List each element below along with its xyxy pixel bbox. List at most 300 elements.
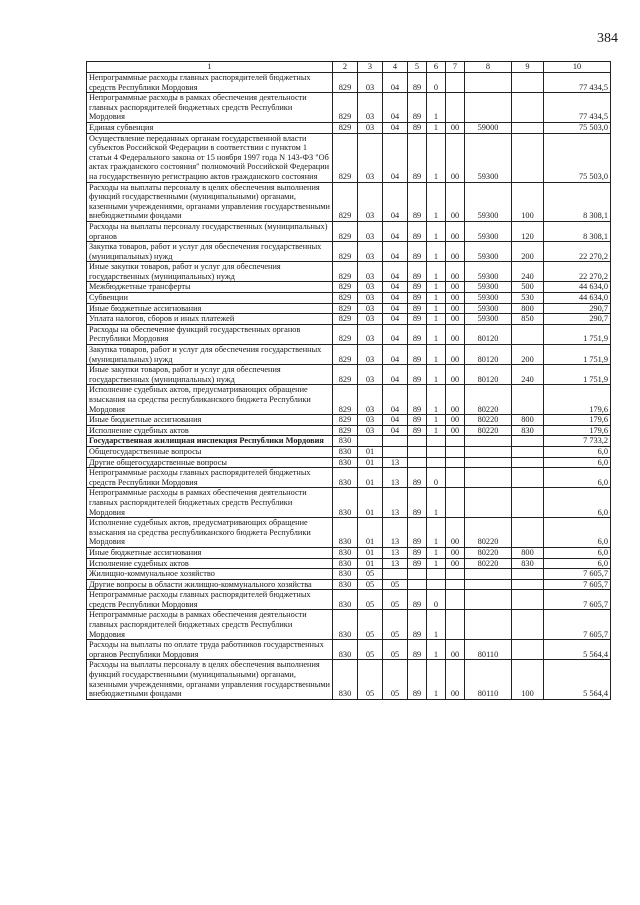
code-type-cell — [512, 468, 544, 488]
code-type-cell — [512, 579, 544, 590]
code-admin-cell: 830 — [333, 446, 358, 457]
code-direction-cell — [446, 590, 465, 610]
code-section-cell: 03 — [358, 133, 383, 182]
item-name-cell: Исполнение судебных актов — [87, 425, 333, 436]
table-row — [87, 569, 611, 580]
amount-cell: 6,0 — [544, 446, 611, 457]
item-name-cell: Непрограммные расходы в рамках обеспечения деятельности главных распорядителей бюджетных средств Республики Мордовия — [87, 93, 333, 123]
code-type-cell: 800 — [512, 547, 544, 558]
table-row — [87, 93, 611, 123]
code-subsection-cell: 13 — [383, 518, 408, 548]
code-expense-cell: 59300 — [465, 293, 512, 304]
code-subsection-cell: 04 — [383, 242, 408, 262]
code-subsection-cell: 04 — [383, 365, 408, 385]
code-expense-cell — [465, 93, 512, 123]
item-name-cell: Непрограммные расходы в рамках обеспечения деятельности главных распорядителей бюджетных средств Республики Мордовия — [87, 488, 333, 518]
code-subprogram-cell: 1 — [427, 518, 446, 548]
code-section-cell: 05 — [358, 590, 383, 610]
code-expense-cell: 59300 — [465, 262, 512, 282]
code-subprogram-cell: 0 — [427, 590, 446, 610]
code-program-cell: 89 — [408, 122, 427, 133]
amount-cell: 22 270,2 — [544, 242, 611, 262]
code-expense-cell — [465, 579, 512, 590]
code-subsection-cell: 04 — [383, 182, 408, 221]
code-admin-cell: 829 — [333, 314, 358, 325]
code-direction-cell: 00 — [446, 122, 465, 133]
code-subprogram-cell — [427, 569, 446, 580]
code-admin-cell: 829 — [333, 425, 358, 436]
code-subsection-cell: 04 — [383, 73, 408, 93]
item-name-cell: Осуществление переданных органам государственной власти субъектов Российской Федерации в соответствии с пунктом 1 статьи 4 Федерального закона от 15 ноября 1997 года N 143-ФЗ "Об актах гражданского состояния" полномочий Российской Федерации на государственную регистрацию актов гражданского состояния — [87, 133, 333, 182]
code-subprogram-cell: 1 — [427, 282, 446, 293]
code-admin-cell: 830 — [333, 569, 358, 580]
table-row — [87, 282, 611, 293]
code-type-cell: 500 — [512, 282, 544, 293]
code-direction-cell: 00 — [446, 293, 465, 304]
table-row — [87, 468, 611, 488]
amount-cell: 7 605,7 — [544, 579, 611, 590]
code-subprogram-cell: 1 — [427, 293, 446, 304]
code-subprogram-cell: 1 — [427, 488, 446, 518]
amount-cell: 179,6 — [544, 425, 611, 436]
code-subsection-cell — [383, 569, 408, 580]
amount-cell: 6,0 — [544, 488, 611, 518]
code-type-cell: 830 — [512, 425, 544, 436]
code-section-cell: 05 — [358, 610, 383, 640]
amount-cell: 75 503,0 — [544, 122, 611, 133]
item-name-cell: Жилищно-коммунальное хозяйство — [87, 569, 333, 580]
table-row — [87, 314, 611, 325]
code-type-cell — [512, 436, 544, 447]
code-program-cell: 89 — [408, 221, 427, 241]
code-expense-cell — [465, 457, 512, 468]
code-expense-cell: 80110 — [465, 640, 512, 660]
code-expense-cell: 59300 — [465, 221, 512, 241]
code-section-cell: 03 — [358, 221, 383, 241]
code-subprogram-cell — [427, 446, 446, 457]
code-expense-cell: 80120 — [465, 365, 512, 385]
item-name-cell: Уплата налогов, сборов и иных платежей — [87, 314, 333, 325]
code-admin-cell: 830 — [333, 488, 358, 518]
code-subprogram-cell: 1 — [427, 547, 446, 558]
code-subsection-cell: 04 — [383, 293, 408, 304]
table-row — [87, 436, 611, 447]
code-subsection-cell: 13 — [383, 488, 408, 518]
item-name-cell: Расходы на обеспечение функций государственных органов Республики Мордовия — [87, 324, 333, 344]
column-header: 6 — [427, 62, 446, 73]
amount-cell: 179,6 — [544, 415, 611, 426]
code-admin-cell: 830 — [333, 590, 358, 610]
table-row — [87, 133, 611, 182]
table-row — [87, 122, 611, 133]
code-type-cell: 240 — [512, 262, 544, 282]
code-type-cell — [512, 385, 544, 415]
code-type-cell: 100 — [512, 182, 544, 221]
code-expense-cell — [465, 590, 512, 610]
amount-cell: 44 634,0 — [544, 282, 611, 293]
code-program-cell: 89 — [408, 324, 427, 344]
code-subprogram-cell: 1 — [427, 365, 446, 385]
code-type-cell — [512, 590, 544, 610]
code-expense-cell: 59300 — [465, 242, 512, 262]
item-name-cell: Другие общегосударственные вопросы — [87, 457, 333, 468]
code-program-cell: 89 — [408, 262, 427, 282]
code-type-cell — [512, 640, 544, 660]
amount-cell: 7 605,7 — [544, 569, 611, 580]
table-row — [87, 590, 611, 610]
code-section-cell: 03 — [358, 293, 383, 304]
amount-cell: 7 605,7 — [544, 590, 611, 610]
code-direction-cell: 00 — [446, 345, 465, 365]
code-direction-cell: 00 — [446, 182, 465, 221]
code-direction-cell — [446, 579, 465, 590]
code-admin-cell: 829 — [333, 385, 358, 415]
code-type-cell: 200 — [512, 242, 544, 262]
item-name-cell: Иные бюджетные ассигнования — [87, 303, 333, 314]
code-type-cell — [512, 488, 544, 518]
code-expense-cell — [465, 436, 512, 447]
code-subprogram-cell: 1 — [427, 415, 446, 426]
code-direction-cell — [446, 468, 465, 488]
code-program-cell: 89 — [408, 488, 427, 518]
code-section-cell: 03 — [358, 282, 383, 293]
table-row — [87, 262, 611, 282]
item-name-cell: Иные закупки товаров, работ и услуг для обеспечения государственных (муниципальных) нужд — [87, 262, 333, 282]
code-direction-cell — [446, 457, 465, 468]
code-section-cell: 05 — [358, 640, 383, 660]
code-direction-cell — [446, 446, 465, 457]
code-expense-cell: 80120 — [465, 345, 512, 365]
code-direction-cell: 00 — [446, 324, 465, 344]
column-header: 5 — [408, 62, 427, 73]
table-row — [87, 610, 611, 640]
code-direction-cell — [446, 488, 465, 518]
code-subsection-cell: 13 — [383, 457, 408, 468]
item-name-cell: Непрограммные расходы в рамках обеспечения деятельности главных распорядителей бюджетных средств Республики Мордовия — [87, 610, 333, 640]
column-header: 7 — [446, 62, 465, 73]
code-expense-cell — [465, 610, 512, 640]
code-expense-cell — [465, 73, 512, 93]
code-section-cell: 03 — [358, 303, 383, 314]
code-subsection-cell: 04 — [383, 415, 408, 426]
code-subsection-cell: 05 — [383, 660, 408, 699]
code-section-cell: 03 — [358, 122, 383, 133]
item-name-cell: Исполнение судебных актов, предусматривающих обращение взыскания на средства республиканского бюджета Республики Мордовия — [87, 385, 333, 415]
code-section-cell: 03 — [358, 365, 383, 385]
code-program-cell: 89 — [408, 345, 427, 365]
code-direction-cell: 00 — [446, 262, 465, 282]
code-program-cell: 89 — [408, 182, 427, 221]
table-row — [87, 385, 611, 415]
table-header — [87, 62, 611, 73]
code-section-cell: 03 — [358, 242, 383, 262]
item-name-cell: Иные бюджетные ассигнования — [87, 547, 333, 558]
code-expense-cell: 80220 — [465, 425, 512, 436]
code-subsection-cell — [383, 436, 408, 447]
code-subprogram-cell: 1 — [427, 314, 446, 325]
code-admin-cell: 829 — [333, 221, 358, 241]
code-type-cell — [512, 73, 544, 93]
table-row — [87, 303, 611, 314]
code-section-cell: 03 — [358, 314, 383, 325]
code-program-cell: 89 — [408, 425, 427, 436]
amount-cell: 6,0 — [544, 558, 611, 569]
code-expense-cell: 59300 — [465, 282, 512, 293]
code-subprogram-cell: 1 — [427, 182, 446, 221]
code-subsection-cell: 05 — [383, 610, 408, 640]
code-section-cell: 01 — [358, 457, 383, 468]
amount-cell: 5 564,4 — [544, 660, 611, 699]
code-subsection-cell: 04 — [383, 345, 408, 365]
table-row — [87, 324, 611, 344]
code-program-cell: 89 — [408, 468, 427, 488]
code-type-cell — [512, 457, 544, 468]
amount-cell: 1 751,9 — [544, 345, 611, 365]
item-name-cell: Единая субвенция — [87, 122, 333, 133]
code-program-cell: 89 — [408, 282, 427, 293]
code-expense-cell — [465, 569, 512, 580]
table-row — [87, 518, 611, 548]
code-section-cell: 05 — [358, 660, 383, 699]
code-expense-cell: 59300 — [465, 133, 512, 182]
code-expense-cell: 80220 — [465, 547, 512, 558]
code-direction-cell: 00 — [446, 242, 465, 262]
code-direction-cell — [446, 610, 465, 640]
code-subsection-cell: 13 — [383, 547, 408, 558]
code-expense-cell: 80220 — [465, 518, 512, 548]
code-program-cell: 89 — [408, 640, 427, 660]
column-header: 4 — [383, 62, 408, 73]
code-admin-cell: 829 — [333, 345, 358, 365]
code-program-cell — [408, 457, 427, 468]
code-program-cell: 89 — [408, 385, 427, 415]
table-row — [87, 242, 611, 262]
code-program-cell — [408, 436, 427, 447]
code-expense-cell: 80110 — [465, 660, 512, 699]
code-section-cell: 03 — [358, 93, 383, 123]
table-row — [87, 660, 611, 699]
code-expense-cell: 59300 — [465, 314, 512, 325]
code-section-cell: 01 — [358, 488, 383, 518]
code-admin-cell: 830 — [333, 436, 358, 447]
item-name-cell: Непрограммные расходы главных распорядителей бюджетных средств Республики Мордовия — [87, 590, 333, 610]
amount-cell: 44 634,0 — [544, 293, 611, 304]
code-section-cell: 03 — [358, 182, 383, 221]
code-section-cell: 03 — [358, 324, 383, 344]
code-subsection-cell: 04 — [383, 425, 408, 436]
amount-cell: 5 564,4 — [544, 640, 611, 660]
code-section-cell: 03 — [358, 73, 383, 93]
amount-cell: 290,7 — [544, 314, 611, 325]
amount-cell: 8 308,1 — [544, 182, 611, 221]
code-admin-cell: 830 — [333, 660, 358, 699]
code-type-cell — [512, 324, 544, 344]
code-subprogram-cell — [427, 457, 446, 468]
code-subsection-cell: 13 — [383, 558, 408, 569]
code-subprogram-cell: 1 — [427, 242, 446, 262]
table-row — [87, 182, 611, 221]
item-name-cell: Иные бюджетные ассигнования — [87, 415, 333, 426]
code-type-cell — [512, 133, 544, 182]
code-program-cell: 89 — [408, 303, 427, 314]
code-program-cell — [408, 446, 427, 457]
code-subsection-cell: 13 — [383, 468, 408, 488]
code-admin-cell: 829 — [333, 262, 358, 282]
item-name-cell: Исполнение судебных актов — [87, 558, 333, 569]
code-program-cell — [408, 579, 427, 590]
code-expense-cell — [465, 488, 512, 518]
amount-cell: 1 751,9 — [544, 365, 611, 385]
amount-cell: 6,0 — [544, 547, 611, 558]
code-type-cell: 800 — [512, 303, 544, 314]
table-row — [87, 425, 611, 436]
code-admin-cell: 829 — [333, 324, 358, 344]
code-section-cell: 03 — [358, 345, 383, 365]
code-admin-cell: 830 — [333, 610, 358, 640]
code-admin-cell: 830 — [333, 468, 358, 488]
item-name-cell: Непрограммные расходы главных распорядителей бюджетных средств Республики Мордовия — [87, 468, 333, 488]
code-subprogram-cell: 1 — [427, 660, 446, 699]
column-header: 2 — [333, 62, 358, 73]
page-number: 384 — [597, 31, 618, 46]
code-section-cell: 01 — [358, 558, 383, 569]
code-expense-cell: 80120 — [465, 324, 512, 344]
amount-cell: 290,7 — [544, 303, 611, 314]
code-program-cell: 89 — [408, 558, 427, 569]
table-row — [87, 558, 611, 569]
item-name-cell: Межбюджетные трансферты — [87, 282, 333, 293]
code-program-cell: 89 — [408, 365, 427, 385]
amount-cell: 6,0 — [544, 518, 611, 548]
code-program-cell: 89 — [408, 610, 427, 640]
code-subsection-cell: 05 — [383, 590, 408, 610]
code-admin-cell: 830 — [333, 579, 358, 590]
amount-cell: 75 503,0 — [544, 133, 611, 182]
code-admin-cell: 829 — [333, 415, 358, 426]
code-subprogram-cell: 1 — [427, 262, 446, 282]
code-subsection-cell: 04 — [383, 303, 408, 314]
code-subsection-cell: 04 — [383, 262, 408, 282]
table-row — [87, 415, 611, 426]
code-subprogram-cell — [427, 436, 446, 447]
code-admin-cell: 830 — [333, 518, 358, 548]
table-row — [87, 457, 611, 468]
amount-cell: 6,0 — [544, 468, 611, 488]
code-subsection-cell: 04 — [383, 324, 408, 344]
code-subprogram-cell: 1 — [427, 610, 446, 640]
code-program-cell: 89 — [408, 415, 427, 426]
amount-cell: 77 434,5 — [544, 73, 611, 93]
code-subsection-cell: 04 — [383, 133, 408, 182]
code-direction-cell: 00 — [446, 282, 465, 293]
table-row — [87, 293, 611, 304]
code-direction-cell: 00 — [446, 640, 465, 660]
item-name-cell: Расходы на выплаты персоналу государственных (муниципальных) органов — [87, 221, 333, 241]
code-subprogram-cell: 1 — [427, 558, 446, 569]
code-section-cell: 03 — [358, 425, 383, 436]
code-direction-cell: 00 — [446, 303, 465, 314]
item-name-cell: Другие вопросы в области жилищно-коммунального хозяйства — [87, 579, 333, 590]
code-type-cell: 530 — [512, 293, 544, 304]
code-direction-cell: 00 — [446, 558, 465, 569]
code-direction-cell: 00 — [446, 314, 465, 325]
code-admin-cell: 829 — [333, 93, 358, 123]
table-row — [87, 640, 611, 660]
code-admin-cell: 829 — [333, 303, 358, 314]
code-subprogram-cell: 0 — [427, 73, 446, 93]
code-type-cell — [512, 518, 544, 548]
code-direction-cell: 00 — [446, 425, 465, 436]
code-direction-cell: 00 — [446, 221, 465, 241]
table-row — [87, 547, 611, 558]
budget-table — [86, 61, 611, 700]
code-expense-cell: 59300 — [465, 182, 512, 221]
code-admin-cell: 830 — [333, 457, 358, 468]
code-program-cell — [408, 569, 427, 580]
amount-cell: 22 270,2 — [544, 262, 611, 282]
code-program-cell: 89 — [408, 242, 427, 262]
table-row — [87, 446, 611, 457]
code-type-cell: 830 — [512, 558, 544, 569]
column-header: 1 — [87, 62, 333, 73]
code-subsection-cell — [383, 446, 408, 457]
code-expense-cell: 80220 — [465, 415, 512, 426]
code-expense-cell: 59300 — [465, 303, 512, 314]
code-section-cell: 01 — [358, 547, 383, 558]
code-subprogram-cell: 1 — [427, 221, 446, 241]
item-name-cell: Непрограммные расходы главных распорядителей бюджетных средств Республики Мордовия — [87, 73, 333, 93]
code-direction-cell — [446, 73, 465, 93]
code-type-cell — [512, 93, 544, 123]
code-subsection-cell: 04 — [383, 122, 408, 133]
code-subsection-cell: 04 — [383, 282, 408, 293]
table-row — [87, 73, 611, 93]
code-section-cell: 03 — [358, 262, 383, 282]
code-type-cell: 200 — [512, 345, 544, 365]
code-direction-cell — [446, 569, 465, 580]
code-subsection-cell: 04 — [383, 314, 408, 325]
code-type-cell: 800 — [512, 415, 544, 426]
item-name-cell: Общегосударственные вопросы — [87, 446, 333, 457]
column-header: 8 — [465, 62, 512, 73]
table-row — [87, 221, 611, 241]
code-subprogram-cell: 1 — [427, 425, 446, 436]
code-type-cell — [512, 610, 544, 640]
amount-cell: 6,0 — [544, 457, 611, 468]
code-program-cell: 89 — [408, 93, 427, 123]
code-expense-cell: 80220 — [465, 558, 512, 569]
code-program-cell: 89 — [408, 590, 427, 610]
code-program-cell: 89 — [408, 314, 427, 325]
code-direction-cell: 00 — [446, 518, 465, 548]
amount-cell: 7 733,2 — [544, 436, 611, 447]
item-name-cell: Расходы на выплаты по оплате труда работников государственных органов Республики Мордовия — [87, 640, 333, 660]
code-direction-cell: 00 — [446, 415, 465, 426]
code-expense-cell: 80220 — [465, 385, 512, 415]
code-section-cell — [358, 436, 383, 447]
item-name-cell: Государственная жилищная инспекция Республики Мордовия — [87, 436, 333, 447]
amount-cell: 1 751,9 — [544, 324, 611, 344]
code-section-cell: 01 — [358, 518, 383, 548]
column-header: 3 — [358, 62, 383, 73]
code-direction-cell: 00 — [446, 547, 465, 558]
code-section-cell: 01 — [358, 446, 383, 457]
code-admin-cell: 829 — [333, 242, 358, 262]
code-section-cell: 01 — [358, 468, 383, 488]
code-direction-cell — [446, 93, 465, 123]
code-subprogram-cell: 1 — [427, 303, 446, 314]
table-row — [87, 579, 611, 590]
